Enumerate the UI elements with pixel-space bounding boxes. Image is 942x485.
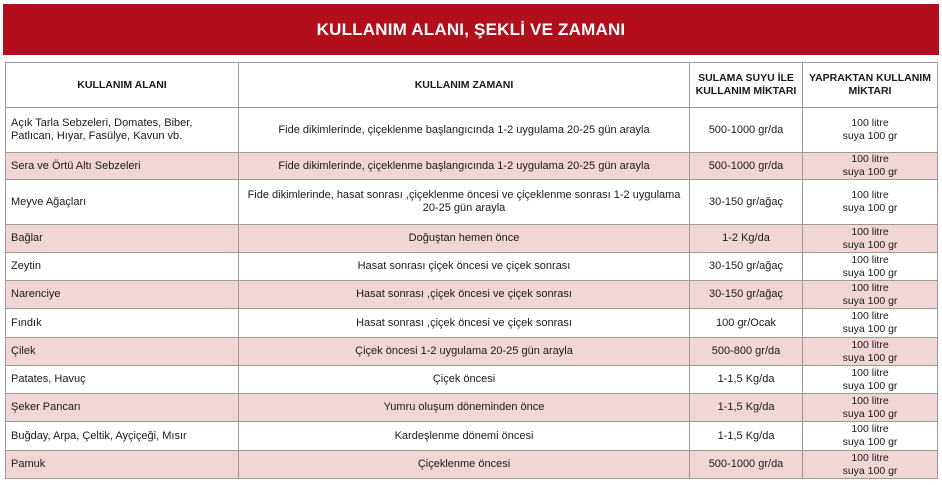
table-row xyxy=(6,394,938,422)
cell-irrigation: 30-150 gr/ağaç xyxy=(690,281,803,309)
cell-foliar xyxy=(803,153,938,180)
cell-foliar xyxy=(803,225,938,253)
foliar-volume: 100 litre xyxy=(851,366,889,379)
cell-irrigation: 1-1,5 Kg/da xyxy=(690,394,803,422)
cell-time: Çiçeklenme öncesi xyxy=(239,451,690,479)
foliar-volume: 100 litre xyxy=(851,281,889,294)
cell-foliar xyxy=(803,309,938,338)
cell-irrigation: 30-150 gr/ağaç xyxy=(690,180,803,225)
foliar-amount: suya 100 gr xyxy=(842,436,898,448)
foliar-volume: 100 litre xyxy=(851,253,889,266)
cell-time: Fide dikimlerinde, çiçeklenme başlangıcında 1-2 uygulama 20-25 gün arayla xyxy=(239,108,690,153)
page-title: KULLANIM ALANI, ŞEKLİ VE ZAMANI xyxy=(316,19,626,39)
cell-irrigation: 1-1,5 Kg/da xyxy=(690,422,803,451)
cell-area: Şeker Pancarı xyxy=(6,394,239,422)
foliar-amount: suya 100 gr xyxy=(842,166,898,178)
header-time: KULLANIM ZAMANI xyxy=(239,63,690,108)
cell-foliar xyxy=(803,366,938,394)
cell-foliar xyxy=(803,108,938,153)
cell-foliar xyxy=(803,281,938,309)
foliar-amount: suya 100 gr xyxy=(842,266,898,279)
cell-area: Patates, Havuç xyxy=(6,366,239,394)
cell-irrigation: 100 gr/Ocak xyxy=(690,309,803,338)
foliar-amount: suya 100 gr xyxy=(842,323,898,335)
cell-irrigation: 500-1000 gr/da xyxy=(690,451,803,479)
foliar-amount: suya 100 gr xyxy=(842,379,898,392)
cell-time: Yumru oluşum döneminden önce xyxy=(239,394,690,422)
header-irrigation: SULAMA SUYU İLE KULLANIM MİKTARI xyxy=(690,63,803,108)
cell-area: Açık Tarla Sebzeleri, Domates, Biber, Patlıcan, Hıyar, Fasülye, Kavun vb. xyxy=(6,108,239,153)
foliar-amount: suya 100 gr xyxy=(842,130,898,142)
cell-time: Çiçek öncesi xyxy=(239,366,690,394)
cell-area: Narenciye xyxy=(6,281,239,309)
cell-area: Fındık xyxy=(6,309,239,338)
cell-irrigation: 500-1000 gr/da xyxy=(690,108,803,153)
cell-time: Hasat sonrası ,çiçek öncesi ve çiçek sonrası xyxy=(239,309,690,338)
cell-foliar xyxy=(803,253,938,281)
cell-area: Buğday, Arpa, Çeltik, Ayçiçeği, Mısır xyxy=(6,422,239,451)
cell-foliar xyxy=(803,422,938,451)
foliar-volume: 100 litre xyxy=(851,451,889,464)
cell-time: Doğuştan hemen önce xyxy=(239,225,690,253)
foliar-amount: suya 100 gr xyxy=(842,351,898,364)
cell-area: Pamuk xyxy=(6,451,239,479)
table-row xyxy=(6,338,938,366)
foliar-amount: suya 100 gr xyxy=(842,238,898,251)
cell-time: Fide dikimlerinde, hasat sonrası ,çiçeklenme öncesi ve çiçeklenme sonrası 1-2 uygulama 20-25 gün arayla xyxy=(239,180,690,225)
foliar-amount: suya 100 gr xyxy=(842,294,898,307)
cell-irrigation: 30-150 gr/ağaç xyxy=(690,253,803,281)
table-row xyxy=(6,225,938,253)
foliar-volume: 100 litre xyxy=(851,225,889,238)
table-row xyxy=(6,422,938,451)
table-row xyxy=(6,366,938,394)
cell-irrigation: 500-800 gr/da xyxy=(690,338,803,366)
cell-time: Çiçek öncesi 1-2 uygulama 20-25 gün arayla xyxy=(239,338,690,366)
header-area: KULLANIM ALANI xyxy=(6,63,239,108)
cell-foliar xyxy=(803,338,938,366)
cell-foliar xyxy=(803,180,938,225)
cell-area: Çilek xyxy=(6,338,239,366)
table-row xyxy=(6,451,938,479)
page-title-banner xyxy=(3,4,939,55)
cell-area: Bağlar xyxy=(6,225,239,253)
cell-time: Fide dikimlerinde, çiçeklenme başlangıcında 1-2 uygulama 20-25 gün arayla xyxy=(239,153,690,180)
foliar-volume: 100 litre xyxy=(851,117,889,129)
table-row xyxy=(6,253,938,281)
foliar-volume: 100 litre xyxy=(851,153,889,165)
cell-area: Sera ve Örtü Altı Sebzeleri xyxy=(6,153,239,180)
foliar-volume: 100 litre xyxy=(851,310,889,322)
cell-time: Hasat sonrası çiçek öncesi ve çiçek sonrası xyxy=(239,253,690,281)
foliar-volume: 100 litre xyxy=(851,189,889,201)
table-row xyxy=(6,309,938,338)
cell-area: Meyve Ağaçları xyxy=(6,180,239,225)
cell-foliar xyxy=(803,451,938,479)
foliar-volume: 100 litre xyxy=(851,423,889,435)
cell-time: Hasat sonrası ,çiçek öncesi ve çiçek sonrası xyxy=(239,281,690,309)
foliar-volume: 100 litre xyxy=(851,394,889,407)
cell-foliar xyxy=(803,394,938,422)
header-foliar: YAPRAKTAN KULLANIM MİKTARI xyxy=(803,63,938,108)
table-row xyxy=(6,281,938,309)
cell-irrigation: 1-2 Kg/da xyxy=(690,225,803,253)
cell-time: Kardeşlenme dönemi öncesi xyxy=(239,422,690,451)
cell-irrigation: 500-1000 gr/da xyxy=(690,153,803,180)
cell-irrigation: 1-1,5 Kg/da xyxy=(690,366,803,394)
table-row xyxy=(6,108,938,153)
table-row xyxy=(6,153,938,180)
foliar-volume: 100 litre xyxy=(851,338,889,351)
table-row xyxy=(6,180,938,225)
foliar-amount: suya 100 gr xyxy=(842,464,898,477)
foliar-amount: suya 100 gr xyxy=(842,407,898,420)
usage-table xyxy=(5,62,938,479)
foliar-amount: suya 100 gr xyxy=(842,202,898,214)
table-header-row xyxy=(6,63,938,108)
cell-area: Zeytin xyxy=(6,253,239,281)
